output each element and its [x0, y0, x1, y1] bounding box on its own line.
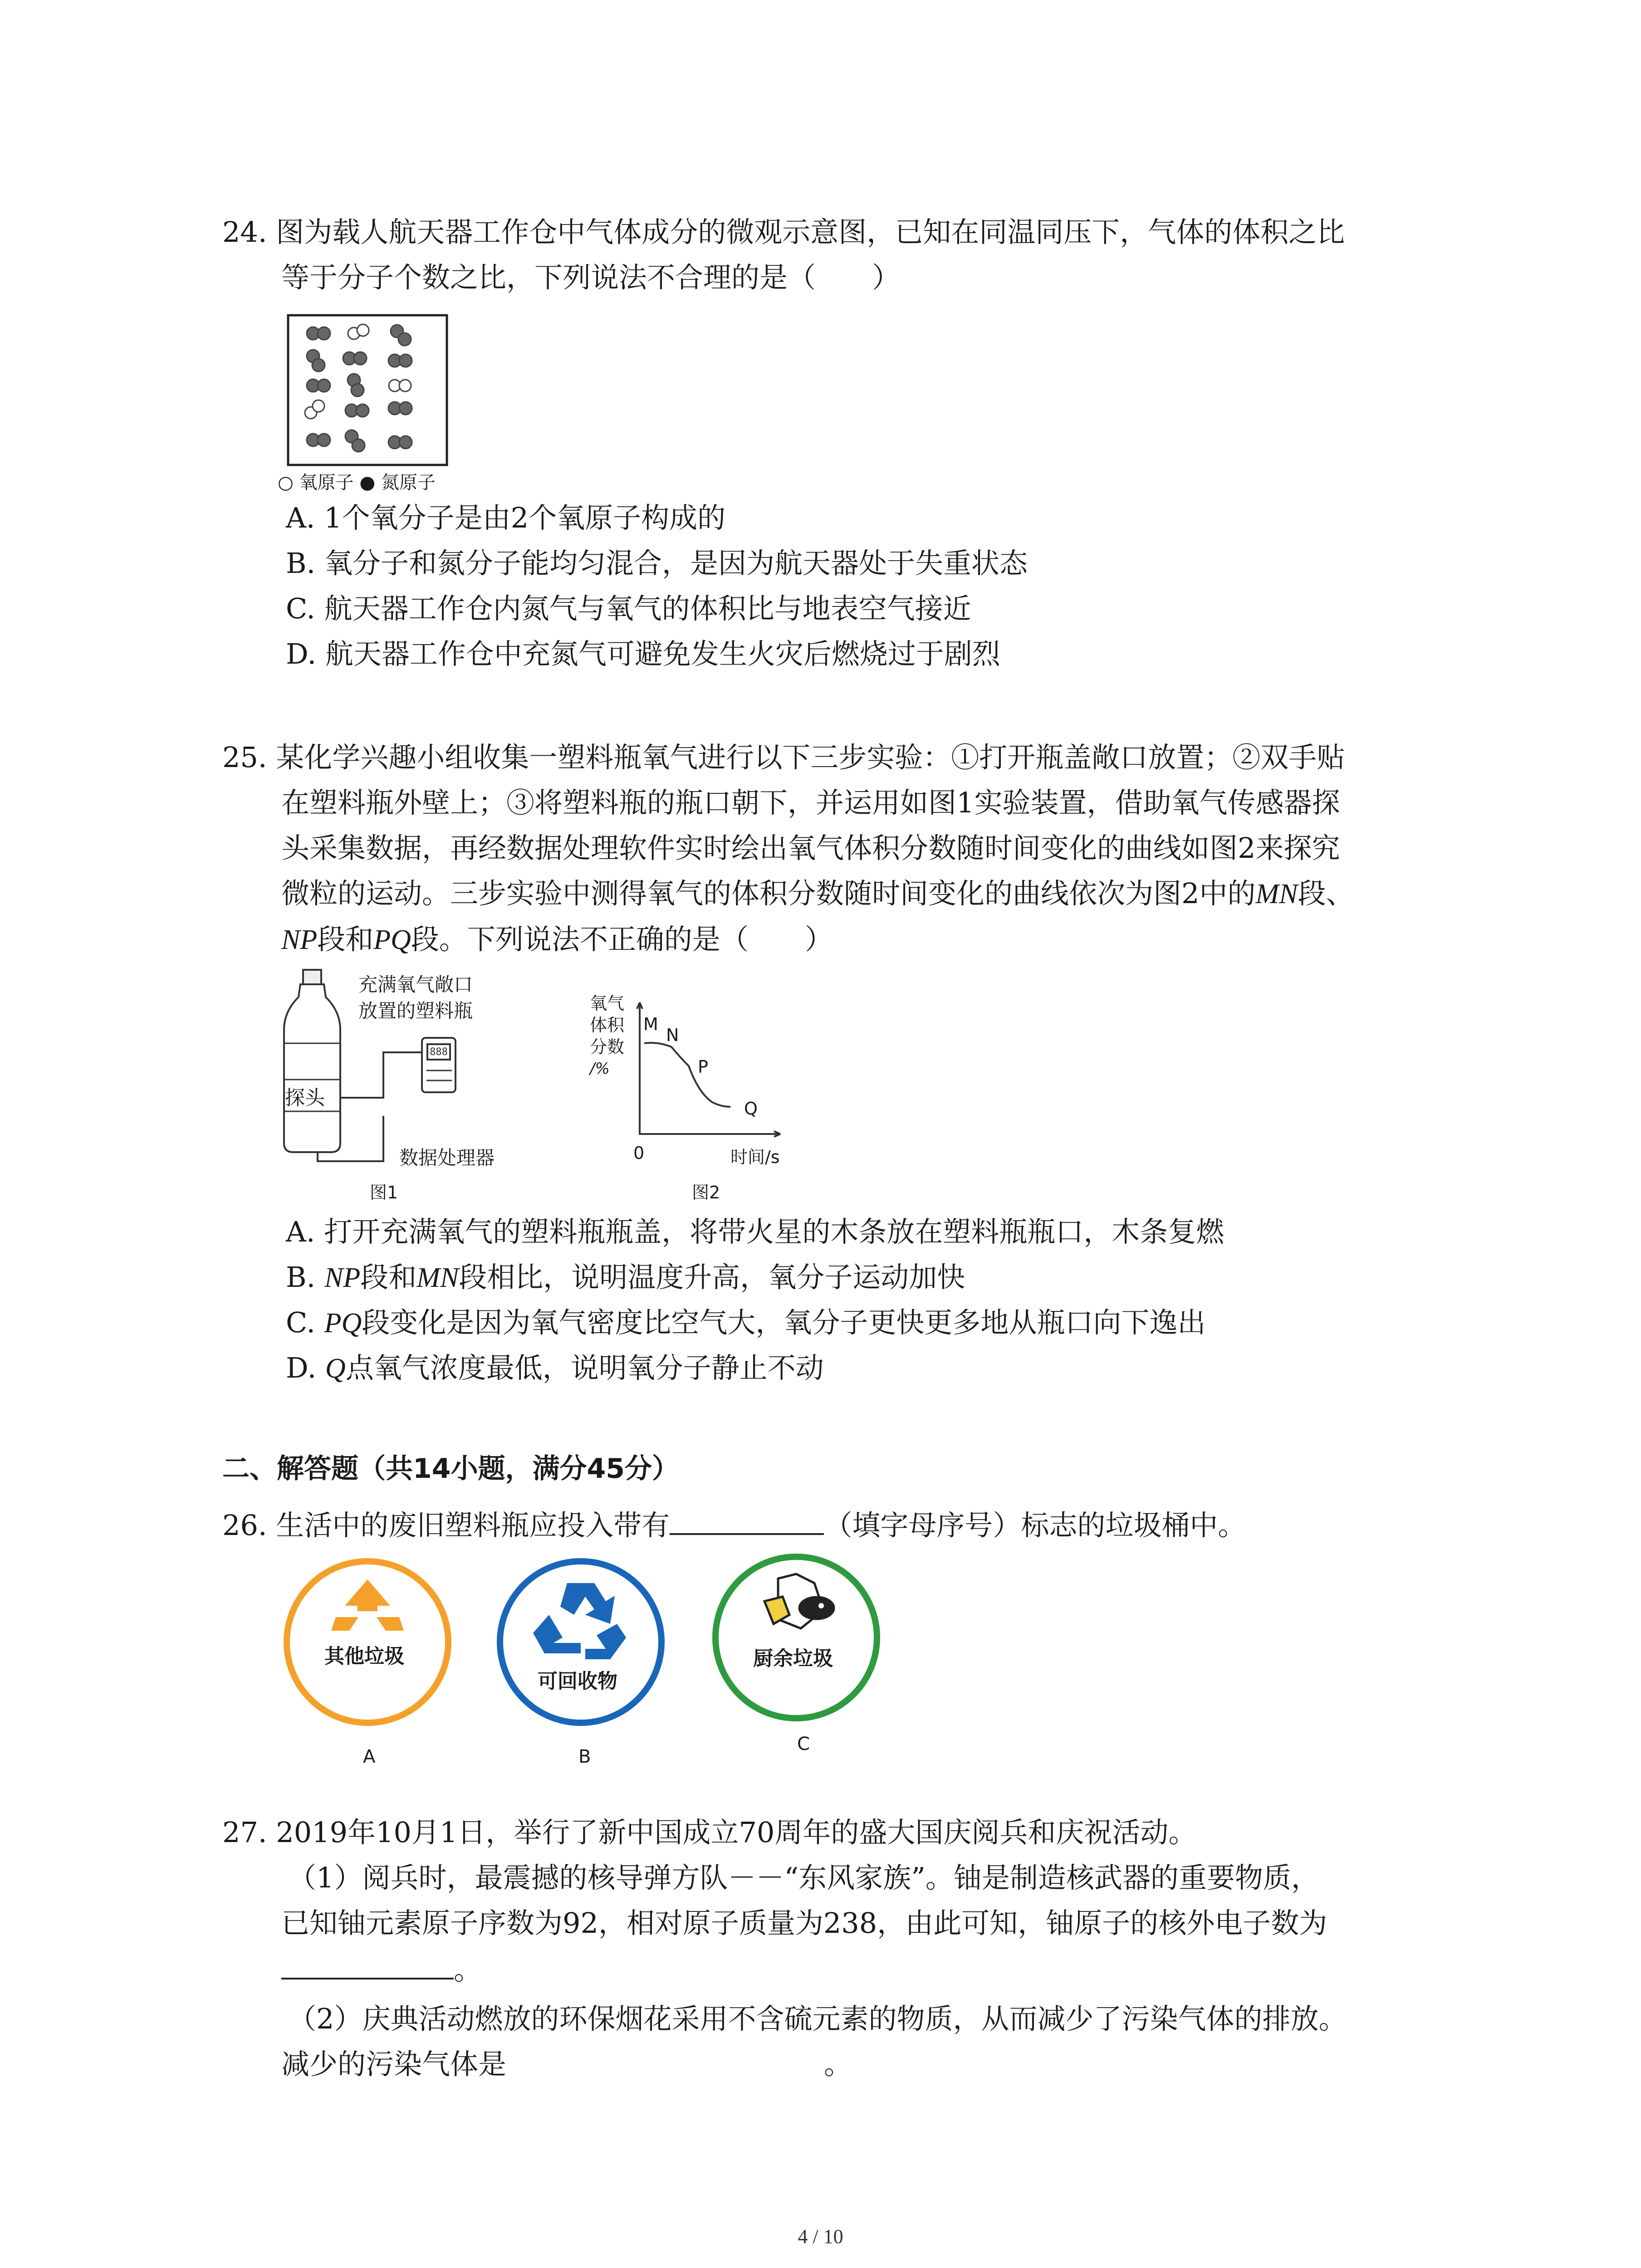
bin-b[interactable] — [495, 1556, 667, 1730]
fig1-label-line2: 放置的塑料瓶 — [358, 1000, 473, 1022]
fig2-xlabel: 时间/s — [730, 1147, 780, 1167]
fig1-label-line1: 充满氧气敞口 — [358, 973, 473, 996]
bin-a-letter: A — [363, 1746, 376, 1767]
question-25 — [222, 735, 1456, 963]
fig2-point-p: P — [698, 1057, 708, 1077]
q25-option-c[interactable]: C. PQ段变化是因为氧气密度比空气大，氧分子更快更多地从瓶口向下逸出 — [286, 1306, 1206, 1339]
q25-stem-line1: 25. 某化学兴趣小组收集一塑料瓶氧气进行以下三步实验：①打开瓶盖敞口放置；②双手贴 — [222, 741, 1345, 774]
q25-stem-line3: 头采集数据，再经数据处理软件实时绘出氧气体积分数随时间变化的曲线如图2来探究 — [281, 831, 1340, 865]
q24-option-b[interactable]: B. 氧分子和氮分子能均匀混合，是因为航天器处于失重状态 — [286, 547, 1028, 580]
q24-option-a[interactable]: A. 1个氧分子是由2个氧原子构成的 — [286, 501, 726, 534]
bin-a[interactable] — [281, 1556, 454, 1730]
q25-option-a[interactable]: A. 打开充满氧气的塑料瓶瓶盖，将带火星的木条放在塑料瓶瓶口，木条复燃 — [286, 1215, 1225, 1248]
q27-answer-blank-1[interactable] — [281, 1946, 454, 1980]
fig2-point-m: M — [643, 1014, 658, 1034]
device-display: 888 — [430, 1046, 448, 1058]
fig2-point-q: Q — [744, 1099, 758, 1119]
molecule-diagram — [286, 313, 454, 467]
q24-option-c[interactable]: C. 航天器工作仓内氮气与氧气的体积比与地表空气接近 — [286, 592, 971, 625]
q27-part2-line2: 减少的污染气体是 。 — [281, 2048, 852, 2081]
bin-a-label: 其他垃圾 — [324, 1645, 404, 1668]
molecule-legend: ○ 氧原子 ● 氮原子 — [278, 472, 436, 493]
q24-stem-line2: 等于分子个数之比，下列说法不合理的是（ ） — [281, 261, 901, 294]
recycle-icon — [495, 1556, 667, 1728]
q26-answer-blank[interactable] — [670, 1501, 824, 1535]
q27-part2-line1: （2）庆典活动燃放的环保烟花采用不含硫元素的物质，从而减少了污染气体的排放。 — [288, 2002, 1347, 2035]
fig2-caption: 图2 — [692, 1183, 720, 1202]
q25-stem-line5: NP段和PQ段。下列说法不正确的是（ ） — [281, 923, 833, 956]
q27-stem-line1: 27. 2019年10月1日，举行了新中国成立70周年的盛大国庆阅兵和庆祝活动。 — [222, 1816, 1197, 1849]
q25-option-b[interactable]: B. NP段和MN段相比，说明温度升高，氧分子运动加快 — [286, 1261, 965, 1294]
bin-c[interactable] — [710, 1551, 882, 1725]
bin-c-letter: C — [797, 1734, 810, 1755]
q25-stem-line2: 在塑料瓶外壁上；③将塑料瓶的瓶口朝下，并运用如图1实验装置，借助氧气传感器探 — [281, 786, 1340, 819]
page-number: 4 / 10 — [798, 2225, 843, 2248]
fig2-ylabel: 氧气 体积 分数 /% — [590, 993, 625, 1078]
food-waste-icon — [710, 1551, 882, 1724]
q24-stem-line1: 24. 图为载人航天器工作仓中气体成分的微观示意图，已知在同温同压下，气体的体积之比 — [222, 215, 1345, 249]
question-26 — [222, 1501, 1456, 1548]
q25-option-d[interactable]: D. Q点氧气浓度最低，说明氧分子静止不动 — [286, 1351, 824, 1384]
bin-c-label: 厨余垃圾 — [753, 1647, 833, 1670]
fig1-probe-label: 探头 — [285, 1086, 325, 1110]
q27-part1-line2: 已知铀元素原子序数为92，相对原子质量为238，由此可知，铀原子的核外电子数为 — [281, 1906, 1327, 1940]
q25-stem-line4: 微粒的运动。三步实验中测得氧气的体积分数随时间变化的曲线依次为图2中的MN段、 — [281, 877, 1354, 910]
question-27 — [222, 1810, 1456, 2087]
q27-part1-line3: 。 — [222, 1946, 1456, 1993]
bin-b-label: 可回收物 — [538, 1670, 617, 1693]
fig2-point-n: N — [666, 1025, 679, 1045]
q26-stem: 26. 生活中的废旧塑料瓶应投入带有 （填字母序号）标志的垃圾桶中。 — [222, 1501, 1456, 1548]
question-24 — [222, 210, 1456, 300]
section-heading: 二、解答题（共14小题，满分45分） — [222, 1453, 679, 1485]
fig1-caption: 图1 — [370, 1183, 398, 1202]
bin-b-letter: B — [578, 1746, 591, 1767]
q27-part1-line1: （1）阅兵时，最震撼的核导弹方队－－“东风家族”。铀是制造核武器的重要物质， — [288, 1861, 1319, 1894]
q24-option-d[interactable]: D. 航天器工作仓中充氮气可避免发生火灾后燃烧过于剧烈 — [286, 637, 1000, 670]
fig2-origin: 0 — [633, 1143, 645, 1163]
fig1-processor-label: 数据处理器 — [399, 1147, 495, 1169]
